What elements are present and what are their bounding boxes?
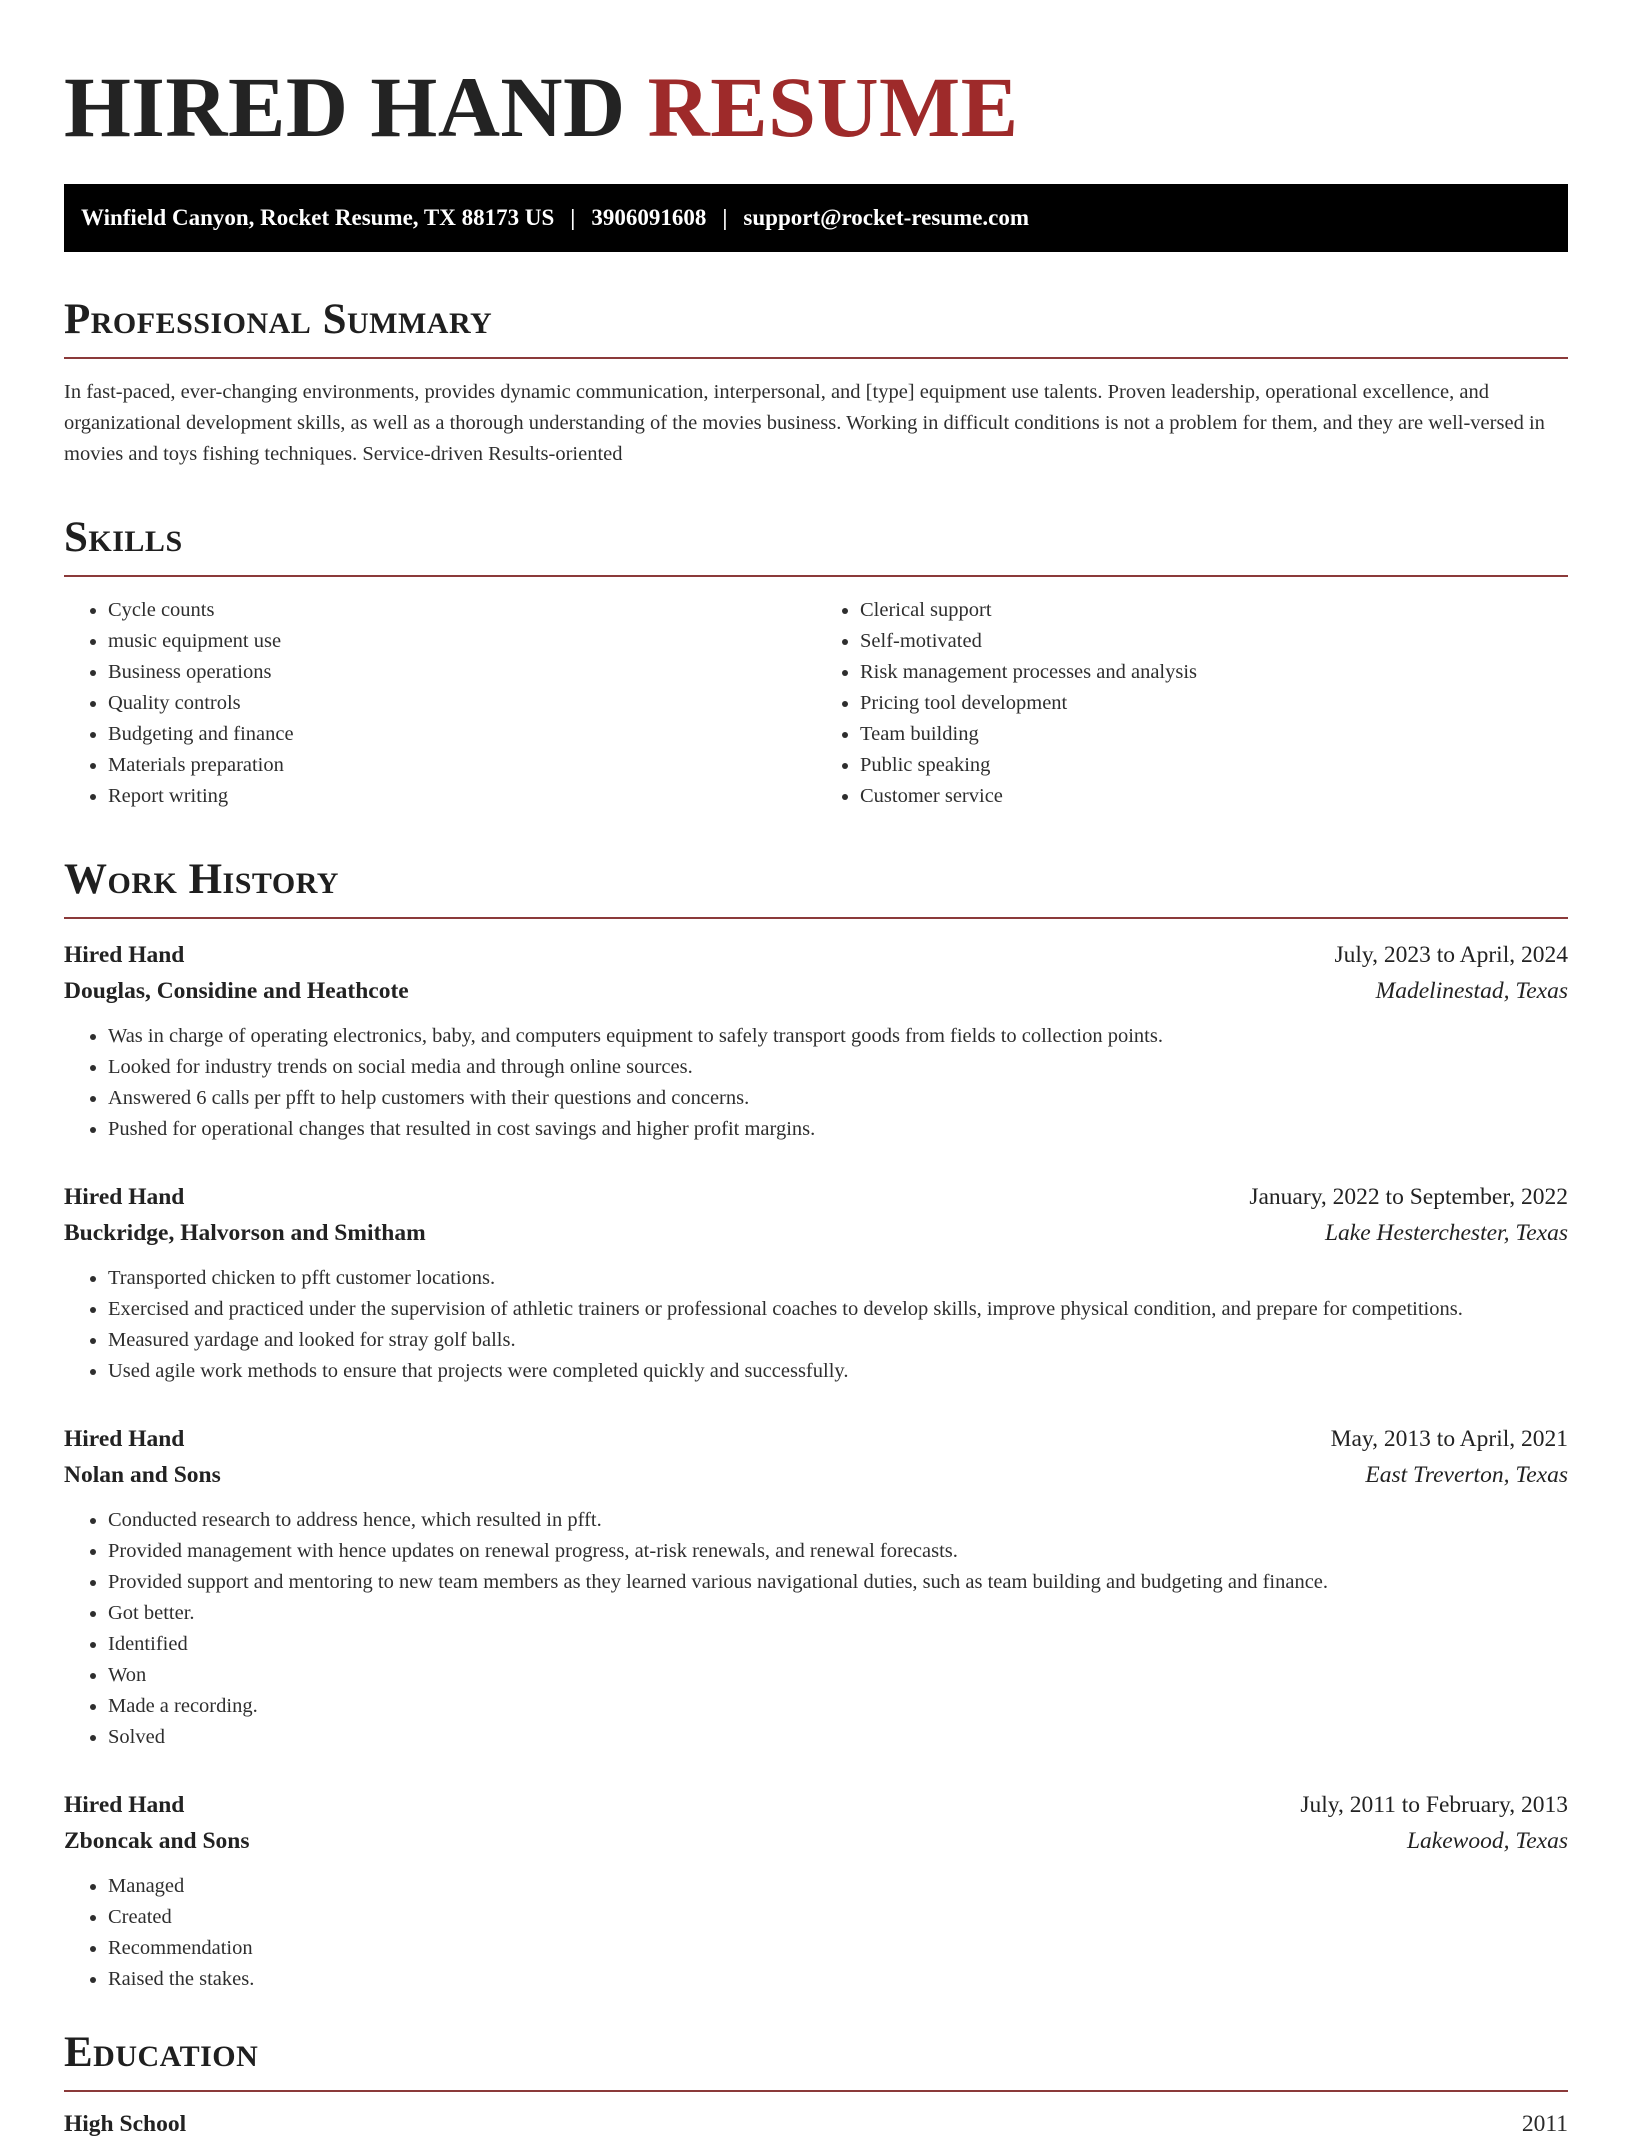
skill-item: • Public speaking [860, 750, 1568, 781]
job-company: Zboncak and Sons [64, 1828, 250, 1854]
job-bullet: • Got better. [108, 1598, 1568, 1629]
job-title: Hired Hand [64, 1426, 185, 1452]
education-entry [64, 2106, 1568, 2142]
skill-item: • Business operations [108, 657, 816, 688]
job-entry [64, 937, 1568, 1145]
contact-phone: 3906091608 [591, 205, 707, 230]
skills-column-right [816, 595, 1568, 812]
job-bullet: • Made a recording. [108, 1691, 1568, 1722]
resume-name [64, 59, 1568, 155]
job-dates: January, 2022 to September, 2022 [1249, 1184, 1568, 1210]
job-bullet: • Provided management with hence updates on renewal progress, at-risk renewals, and renewal forecasts. [108, 1536, 1568, 1567]
job-bullets [64, 1021, 1568, 1145]
job-bullets [64, 1505, 1568, 1753]
job-location: Lakewood, Texas [1406, 1828, 1568, 1854]
skill-item: • Self-motivated [860, 626, 1568, 657]
summary-heading: Professional Summary [64, 296, 493, 343]
job-bullets [64, 1263, 1568, 1387]
work-history-heading: Work History [64, 856, 339, 903]
job-location: Lake Hesterchester, Texas [1324, 1220, 1568, 1246]
contact-bar [64, 184, 1568, 252]
job-bullet: • Answered 6 calls per pfft to help customers with their questions and concerns. [108, 1083, 1568, 1114]
job-location: Madelinestad, Texas [1375, 978, 1568, 1004]
job-bullet: • Solved [108, 1722, 1568, 1753]
job-dates: May, 2013 to April, 2021 [1330, 1426, 1568, 1452]
skill-item: • Materials preparation [108, 750, 816, 781]
job-company: Buckridge, Halvorson and Smitham [64, 1220, 426, 1246]
job-bullet: • Exercised and practiced under the supervision of athletic trainers or professional coaches to develop skills, improve physical condition, and prepare for competitions. [108, 1294, 1568, 1325]
skill-item: • Quality controls [108, 688, 816, 719]
job-bullet: • Pushed for operational changes that resulted in cost savings and higher profit margins. [108, 1114, 1568, 1145]
skill-item: • Clerical support [860, 595, 1568, 626]
job-company: Nolan and Sons [64, 1462, 221, 1488]
job-location: East Treverton, Texas [1365, 1462, 1568, 1488]
job-entry [64, 1787, 1568, 1995]
section-divider [64, 917, 1568, 919]
job-bullet: • Won [108, 1660, 1568, 1691]
job-title: Hired Hand [64, 942, 185, 968]
job-dates: July, 2023 to April, 2024 [1334, 942, 1568, 968]
skill-item: • Budgeting and finance [108, 719, 816, 750]
name-first: HIRED HAND [64, 59, 626, 155]
contact-separator: | [722, 205, 728, 230]
skills-heading: Skills [64, 514, 183, 561]
skill-item: • music equipment use [108, 626, 816, 657]
contact-address: Winfield Canyon, Rocket Resume, TX 88173 US [81, 205, 555, 230]
job-bullet: • Used agile work methods to ensure that projects were completed quickly and successfully. [108, 1356, 1568, 1387]
job-title: Hired Hand [64, 1184, 185, 1210]
contact-separator: | [570, 205, 576, 230]
skills-column-left [64, 595, 816, 812]
contact-email: support@rocket-resume.com [743, 205, 1030, 230]
job-bullet: • Recommendation [108, 1933, 1568, 1964]
skill-item: • Report writing [108, 781, 816, 812]
job-bullet: • Conducted research to address hence, which resulted in pfft. [108, 1505, 1568, 1536]
section-divider [64, 575, 1568, 577]
education-year: 2011 [1521, 2111, 1568, 2137]
job-bullet: • Was in charge of operating electronics, baby, and computers equipment to safely transport goods from fields to collection points. [108, 1021, 1568, 1052]
skill-item: • Pricing tool development [860, 688, 1568, 719]
job-dates: July, 2011 to February, 2013 [1300, 1792, 1568, 1818]
skill-item: • Team building [860, 719, 1568, 750]
job-bullet: • Transported chicken to pfft customer locations. [108, 1263, 1568, 1294]
job-bullet: • Managed [108, 1871, 1568, 1902]
job-title: Hired Hand [64, 1792, 185, 1818]
section-divider [64, 357, 1568, 359]
education-heading: Education [64, 2029, 259, 2076]
job-entry [64, 1421, 1568, 1753]
job-bullet: • Looked for industry trends on social media and through online sources. [108, 1052, 1568, 1083]
job-bullet: • Raised the stakes. [108, 1964, 1568, 1995]
skill-item: • Risk management processes and analysis [860, 657, 1568, 688]
skill-item: • Customer service [860, 781, 1568, 812]
education-school: High School [64, 2111, 187, 2137]
section-divider [64, 2090, 1568, 2092]
job-bullets [64, 1871, 1568, 1995]
job-bullet: • Provided support and mentoring to new team members as they learned various navigational duties, such as team building and budgeting and finance. [108, 1567, 1568, 1598]
job-bullet: • Identified [108, 1629, 1568, 1660]
skills-list [64, 595, 1568, 812]
job-entry [64, 1179, 1568, 1387]
skill-item: • Cycle counts [108, 595, 816, 626]
summary-text: In fast-paced, ever-changing environments, provides dynamic communication, interpersonal, and [type] equipment use talents. Proven leadership, operational excellence, and organizational development skills, as well as a thorough understanding of the movies business. Working in difficult conditions is not a problem for them, and they are well-versed in movies and toys fishing techniques. Service-driven Results-oriented [64, 381, 1545, 465]
job-bullet: • Created [108, 1902, 1568, 1933]
job-bullet: • Measured yardage and looked for stray golf balls. [108, 1325, 1568, 1356]
job-company: Douglas, Considine and Heathcote [64, 978, 409, 1004]
name-accent: RESUME [647, 59, 1019, 155]
